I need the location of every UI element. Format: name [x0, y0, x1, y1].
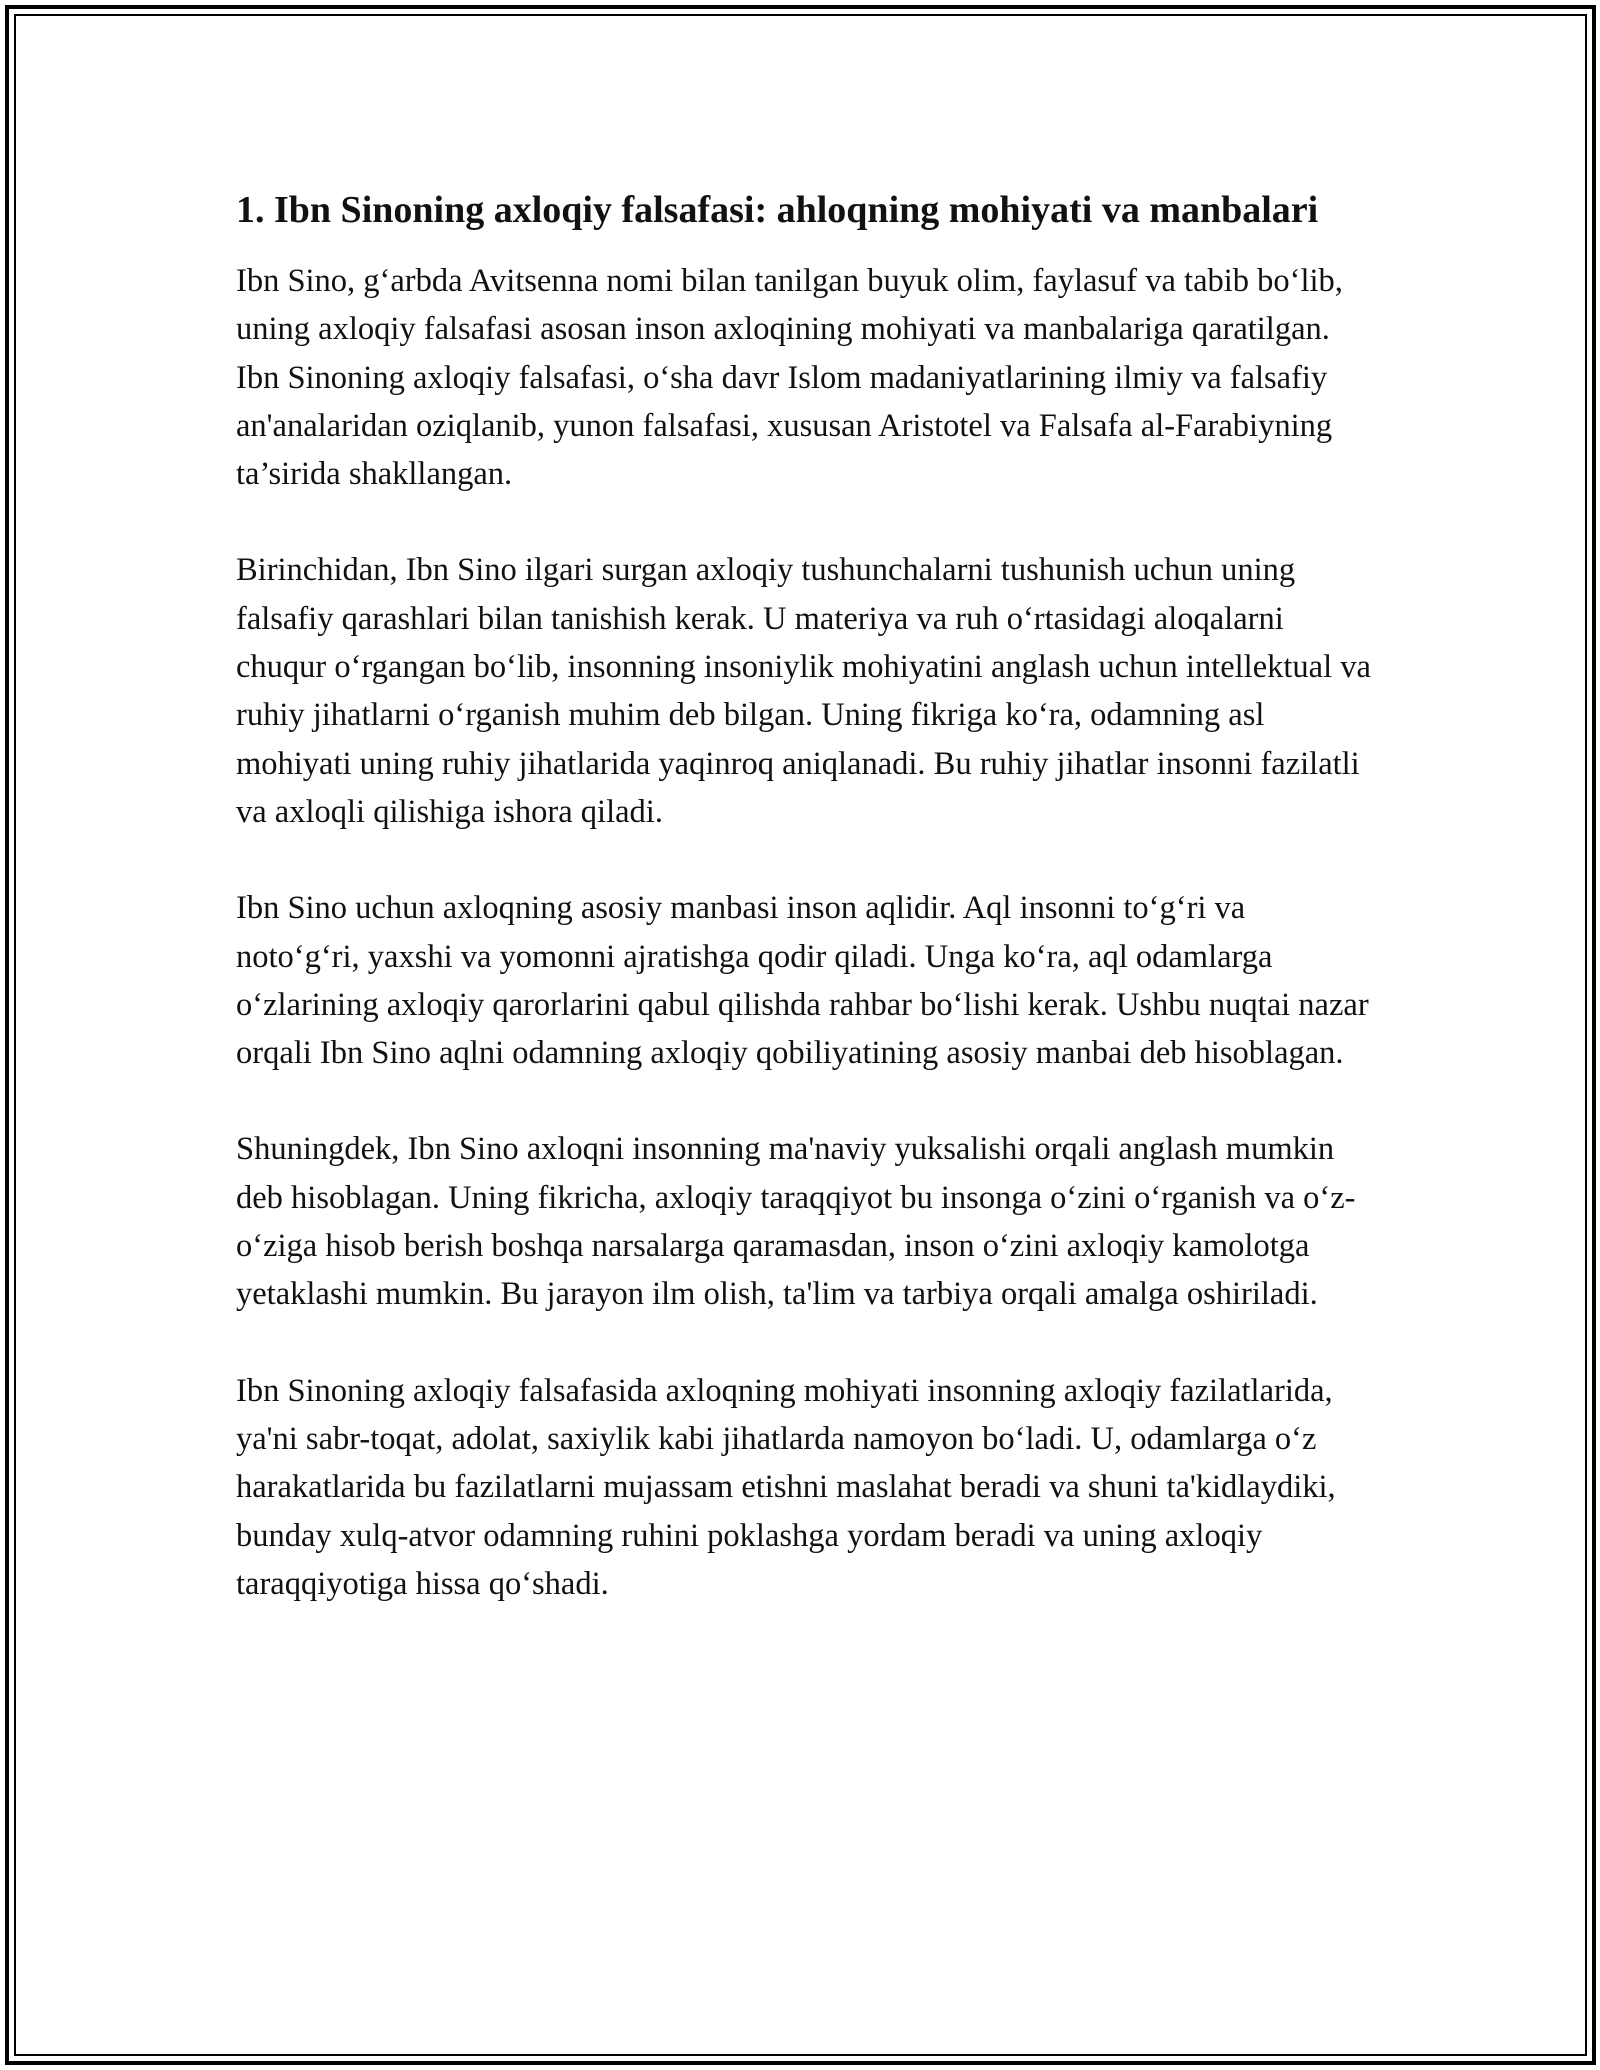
- document-body: [236, 183, 1371, 1656]
- section-heading: 1. Ibn Sinoning axloqiy falsafasi: ahloqning mohiyati va manbalari: [236, 189, 1319, 231]
- paragraph-2: Birinchidan, Ibn Sino ilgari surgan axloqiy tushunchalarni tushunish uchun uning falsafiy qarashlari bilan tanishish kerak. U materiya va ruh o‘rtasidagi aloqalarni chuqur o‘rgangan bo‘lib, insonning insoniylik mohiyatini anglash uchun intellektual va ruhiy jihatlarni o‘rganish muhim deb bilgan. Uning fikriga ko‘ra, odamning asl mohiyati uning ruhiy jihatlarida yaqinroq aniqlanadi. Bu ruhiy jihatlar insonni fazilatli va axloqli qilishiga ishora qiladi.: [236, 552, 1371, 830]
- paragraph-1: Ibn Sino, g‘arbda Avitsenna nomi bilan tanilgan buyuk olim, faylasuf va tabib bo‘lib, uning axloqiy falsafasi asosan inson axloqining mohiyati va manbalariga qaratilgan. Ibn Sinoning axloqiy falsafasi, o‘sha davr Islom madaniyatlarining ilmiy va falsafiy an'analaridan oziqlanib, yunon falsafasi, xususan Aristotel va Falsafa al-Farabiyning ta’sirida shakllangan.: [236, 263, 1343, 493]
- paragraph-4: Shuningdek, Ibn Sino axloqni insonning ma'naviy yuksalishi orqali anglash mumkin deb hisoblagan. Uning fikricha, axloqiy taraqqiyot bu insonga o‘zini o‘rganish va o‘z-o‘ziga hisob berish boshqa narsalarga qaramasdan, inson o‘zini axloqiy kamolotga yetaklashi mumkin. Bu jarayon ilm olish, ta'lim va tarbiya orqali amalga oshiriladi.: [236, 1131, 1356, 1313]
- paragraph-3: Ibn Sino uchun axloqning asosiy manbasi inson aqlidir. Aql insonni to‘g‘ri va noto‘g‘ri, yaxshi va yomonni ajratishga qodir qiladi. Unga ko‘ra, aql odamlarga o‘zlarining axloqiy qarorlarini qabul qilishda rahbar bo‘lishi kerak. Ushbu nuqtai nazar orqali Ibn Sino aqlni odamning axloqiy qobiliyatining asosiy manbai deb hisoblagan.: [236, 890, 1369, 1072]
- paragraph-5: Ibn Sinoning axloqiy falsafasida axloqning mohiyati insonning axloqiy fazilatlarida, ya'ni sabr-toqat, adolat, saxiylik kabi jihatlarda namoyon bo‘ladi. U, odamlarga o‘z harakatlarida bu fazilatlarni mujassam etishni maslahat beradi va shuni ta'kidlaydiki, bunday xulq-atvor odamning ruhini poklashga yordam beradi va uning axloqiy taraqqiyotiga hissa qo‘shadi.: [236, 1372, 1336, 1602]
